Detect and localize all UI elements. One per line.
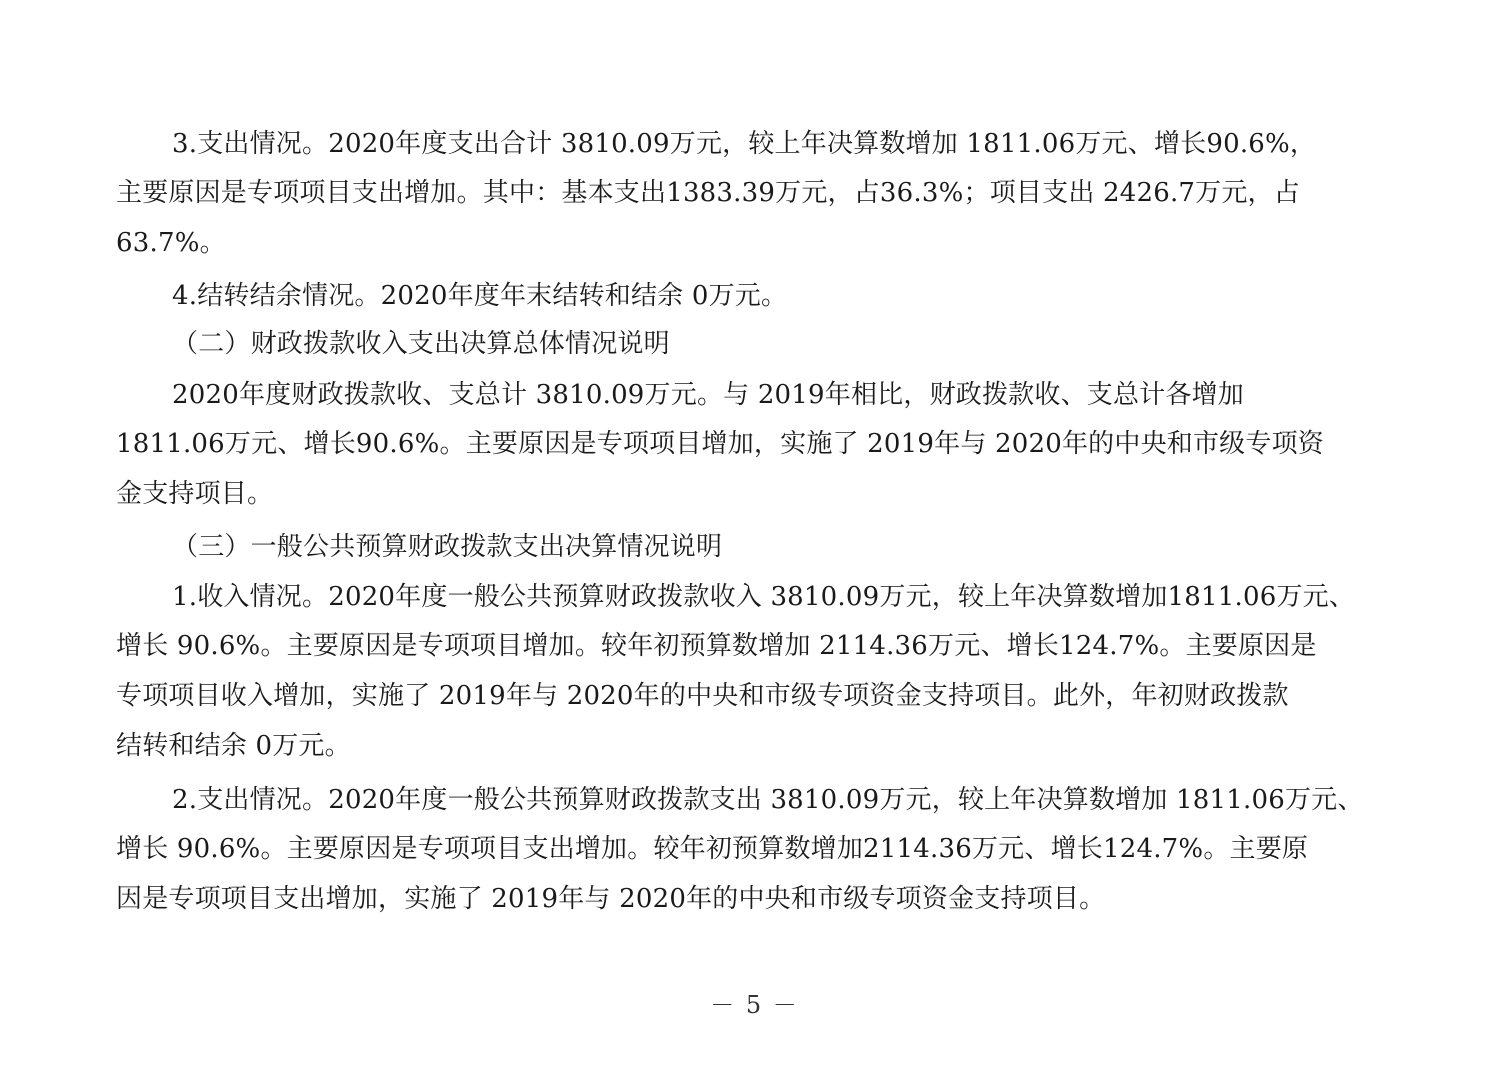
paragraph-fiscal-total-line-3: 金支持项目。 (116, 479, 274, 509)
page-number: － 5 － (710, 991, 799, 1019)
paragraph-income-line-2: 增长 90.6%。主要原因是专项项目增加。较年初预算数增加 2114.36万元、增长124.7%。主要原因是 (116, 631, 1317, 661)
paragraph-fiscal-total-line-2: 1811.06万元、增长90.6%。主要原因是专项项目增加，实施了 2019年与 2020年的中央和市级专项资 (116, 429, 1324, 459)
paragraph-expenditure-line-1: 3.支出情况。2020年度支出合计 3810.09万元，较上年决算数增加 1811.06万元、增长90.6%， (172, 129, 1317, 159)
paragraph-expenditure-line-3: 63.7%。 (116, 228, 226, 258)
paragraph-fiscal-total-line-1: 2020年度财政拨款收、支总计 3810.09万元。与 2019年相比，财政拨款收、支总计各增加 (172, 380, 1244, 410)
section-heading-2: （二）财政拨款收入支出决算总体情况说明 (172, 329, 670, 359)
paragraph-income-line-1: 1.收入情况。2020年度一般公共预算财政拨款收入 3810.09万元，较上年决算数增加1811.06万元、 (172, 582, 1356, 612)
section-heading-3: （三）一般公共预算财政拨款支出决算情况说明 (172, 532, 723, 562)
paragraph-general-expenditure-line-2: 增长 90.6%。主要原因是专项项目支出增加。较年初预算数增加2114.36万元、增长124.7%。主要原 (116, 834, 1309, 864)
paragraph-general-expenditure-line-3: 因是专项项目支出增加，实施了 2019年与 2020年的中央和市级专项资金支持项目。 (116, 884, 1106, 914)
paragraph-expenditure-line-2: 主要原因是专项项目支出增加。其中：基本支出1383.39万元，占36.3%；项目支出 2426.7万元，占 (116, 178, 1300, 208)
paragraph-income-line-4: 结转和结余 0万元。 (116, 731, 351, 761)
paragraph-carryover-line-1: 4.结转结余情况。2020年度年末结转和结余 0万元。 (172, 281, 788, 311)
paragraph-general-expenditure-line-1: 2.支出情况。2020年度一般公共预算财政拨款支出 3810.09万元，较上年决算数增加 1811.06万元、 (172, 785, 1364, 815)
paragraph-income-line-3: 专项项目收入增加，实施了 2019年与 2020年的中央和市级专项资金支持项目。此外，年初财政拨款 (116, 681, 1289, 711)
